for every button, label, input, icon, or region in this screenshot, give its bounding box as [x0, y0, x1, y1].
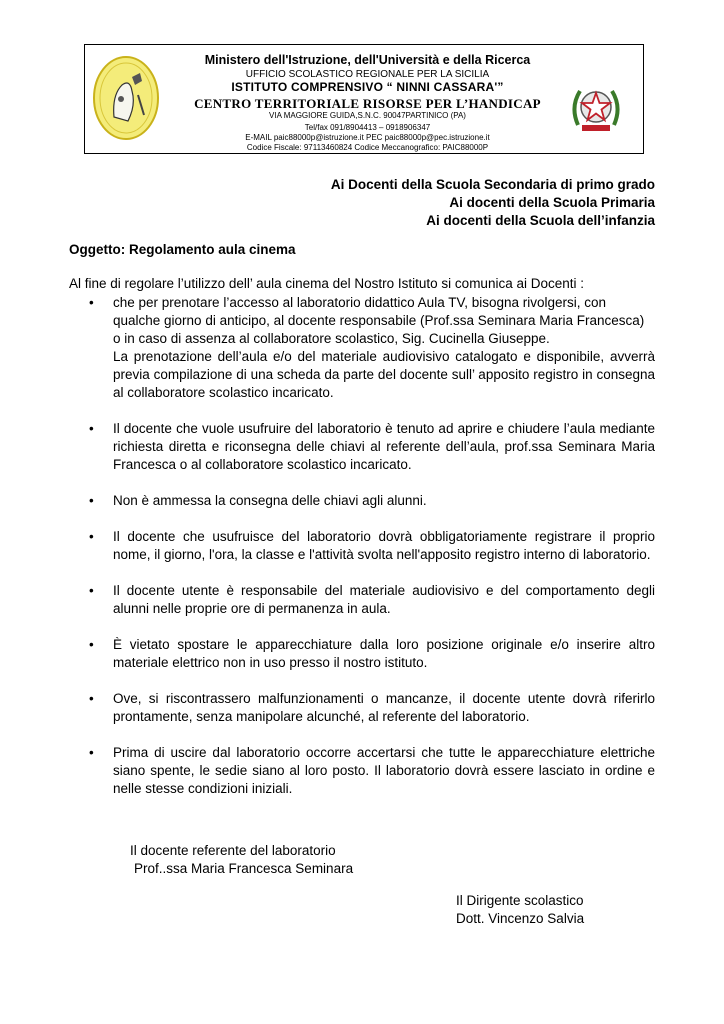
bullet: • — [89, 529, 94, 544]
italian-republic-emblem-icon — [568, 81, 624, 135]
list-item-text: Il docente che vuole usufruire del laboratorio è tenuto ad aprire e chiudere l’aula mediante richiesta diretta e riconsegna delle chiavi al referente dell’aula, prof.ssa Seminara Maria Francesca o al collaboratore scolastico incaricato. — [113, 421, 655, 472]
list-item-text: Prima di uscire dal laboratorio occorre accertarsi che tutte le apparecchiature elettriche siano spente, le sedie siano al loro posto. Il laboratorio dovrà essere lasciato in ordine e nelle stesse condizioni iniziali. — [113, 745, 655, 796]
bullet: • — [89, 583, 94, 598]
header-phone: Tel/fax 091/8904413 – 0918906347 — [304, 123, 431, 132]
list-item-text: È vietato spostare le apparecchiature dalla loro posizione originale e/o inserire altro materiale elettrico non in uso presso il nostro istituto. — [113, 637, 655, 670]
list-item — [69, 582, 655, 618]
header-codes: Codice Fiscale: 97113460824 Codice Meccanografico: PAIC88000P — [246, 143, 489, 152]
rules-list — [69, 294, 655, 798]
subject-line: Oggetto: Regolamento aula cinema — [69, 242, 296, 257]
header-office: UFFICIO SCOLASTICO REGIONALE PER LA SICILIA — [245, 69, 490, 80]
list-item — [69, 690, 655, 726]
header-center: CENTRO TERRITORIALE RISORSE PER L’HANDICAP — [194, 96, 541, 111]
list-item-text: Non è ammessa la consegna delle chiavi agli alunni. — [113, 493, 427, 508]
referent-signature — [130, 842, 353, 878]
header-institute: ISTITUTO COMPRENSIVO “ NINNI CASSARA'” — [231, 80, 504, 94]
list-item-text: Il docente utente è responsabile del materiale audiovisivo e del comportamento degli alunni nelle proprie ore di permanenza in aula. — [113, 583, 655, 616]
header-address: VIA MAGGIORE GUIDA,S.N.C. 90047PARTINICO (PA) — [269, 111, 466, 120]
header-email: E-MAIL paic88000p@istruzione.it PEC paic88000p@pec.istruzione.it — [245, 133, 490, 142]
bullet: • — [89, 745, 94, 760]
list-item — [69, 636, 655, 672]
list-item-text-continued: La prenotazione dell’aula e/o del materiale audiovisivo catalogato e disponibile, avverrà previa compilazione di una scheda da parte del docente sull’ apposito registro in consegna al collaboratore scolastico incaricato. — [113, 349, 655, 400]
principal-name: Dott. Vincenzo Salvia — [456, 911, 585, 926]
bullet: • — [89, 421, 94, 436]
list-item-text: Il docente che usufruisce del laboratorio dovrà obbligatoriamente registrare il proprio nome, il giorno, l'ora, la classe e l'attività svolta nell'apposito registro interno di laboratorio. — [113, 529, 655, 562]
list-item — [69, 294, 655, 402]
recipients-block — [331, 176, 655, 230]
letterhead — [84, 44, 644, 154]
principal-title: Il Dirigente scolastico — [456, 893, 584, 908]
list-item — [69, 492, 655, 510]
list-item — [69, 744, 655, 798]
bullet: • — [89, 691, 94, 706]
list-item-text: che per prenotare l’accesso al laboratorio didattico Aula TV, bisogna rivolgersi, con qualche giorno di anticipo, al docente responsabile (Prof.ssa Seminara Maria Francesca) o in caso di assenza al collaboratore scolastico, Sig. Cucinella Giuseppe. — [113, 295, 645, 346]
list-item — [69, 528, 655, 564]
principal-signature — [456, 892, 584, 928]
recipient-primary: Ai docenti della Scuola Primaria — [449, 195, 655, 210]
bullet: • — [89, 637, 94, 652]
list-item — [69, 420, 655, 474]
recipient-secondary: Ai Docenti della Scuola Secondaria di primo grado — [330, 177, 655, 192]
bullet: • — [89, 493, 94, 508]
referent-name: Prof..ssa Maria Francesca Seminara — [134, 861, 354, 876]
intro-line: Al fine di regolare l’utilizzo dell’ aula cinema del Nostro Istituto si comunica ai Docenti : — [69, 276, 584, 291]
list-item-text: Ove, si riscontrassero malfunzionamenti o mancanze, il docente utente dovrà riferirlo prontamente, senza manipolare alcunché, al referente del laboratorio. — [113, 691, 655, 724]
referent-title: Il docente referente del laboratorio — [130, 843, 336, 858]
bullet: • — [89, 295, 94, 310]
header-ministry: Ministero dell'Istruzione, dell'Università e della Ricerca — [204, 53, 531, 67]
school-logo-icon — [92, 55, 160, 141]
recipient-infancy: Ai docenti della Scuola dell’infanzia — [426, 213, 655, 228]
